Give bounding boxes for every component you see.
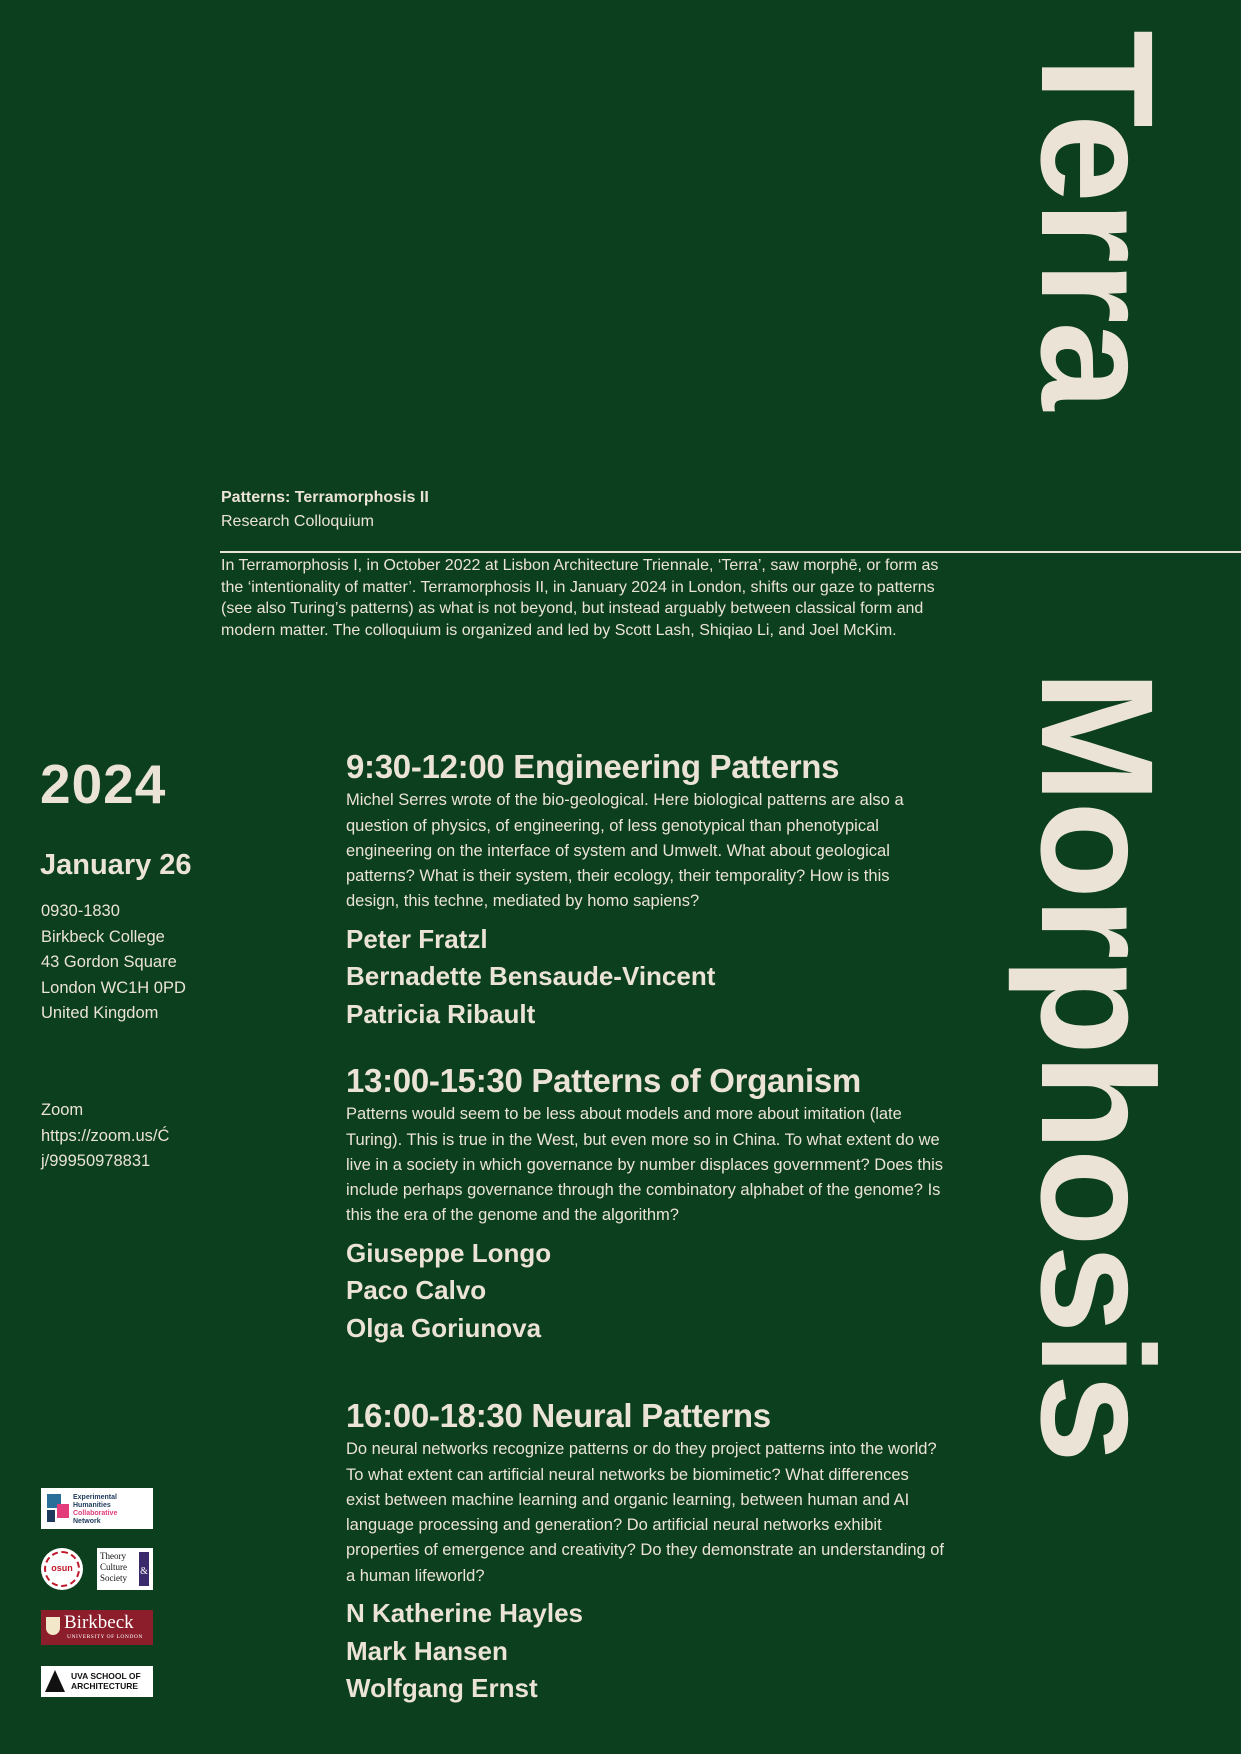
birkbeck-logo-text: Birkbeck [64, 1612, 134, 1633]
speaker-name: Paco Calvo [346, 1275, 487, 1306]
speaker-name: Olga Goriunova [346, 1312, 542, 1343]
speaker-list [346, 1595, 946, 1708]
zoom-info [41, 1098, 191, 1175]
ehc-logo-text: Experimental Humanities Collaborative Network [73, 1494, 118, 1525]
speaker-name: N Katherine Hayles [346, 1598, 583, 1629]
divider-rule [220, 551, 1241, 553]
uva-logo [41, 1666, 153, 1697]
title-morphosis: Morphosis [1008, 670, 1187, 1461]
osun-logo [41, 1548, 83, 1590]
speaker-name: Patricia Ribault [346, 998, 536, 1029]
ehc-square-icon [57, 1504, 69, 1518]
session-neural-patterns [346, 1398, 946, 1708]
uva-mark-icon [45, 1670, 65, 1692]
session-heading: 16:00-18:30 Neural Patterns [346, 1397, 771, 1434]
birkbeck-crest-icon [46, 1617, 60, 1635]
session-heading: 9:30-12:00 Engineering Patterns [346, 748, 840, 785]
event-year: 2024 [40, 753, 167, 815]
session-description: Michel Serres wrote of the bio-geological. Here biological patterns are also a question of physics, of engineering, of less genotypical than phenotypical engineering on the interface of system and Umwelt. What about geological patterns? What is their system, their ecology, their temporality? How is this design, this techne, mediated by homo sapiens? [346, 791, 904, 911]
zoom-label: Zoom [41, 1101, 84, 1119]
title-terra: Terra [1008, 30, 1187, 409]
event-address [41, 899, 186, 1027]
session-heading: 13:00-15:30 Patterns of Organism [346, 1062, 861, 1099]
session-description: Do neural networks recognize patterns or do they project patterns into the world? To what extent can artificial neural networks be biomimetic? What differences exist between machine learning and organic learning, between human and AI language processing and generation? Do artificial neural networks exhibit properties of emergence and creativity? Do they demonstrate an understanding of a human lifeworld? [346, 1440, 945, 1585]
ehc-logo [41, 1488, 153, 1529]
zoom-url-line-1[interactable]: https://zoom.us/Ć [41, 1126, 170, 1145]
osun-logo-text: osun [51, 1563, 73, 1573]
zoom-url-line-2[interactable]: j/99950978831 [41, 1152, 151, 1170]
event-city: London WC1H 0PD [41, 978, 186, 997]
speaker-list [346, 921, 946, 1034]
event-country: United Kingdom [41, 1004, 159, 1022]
session-patterns-of-organism [346, 1063, 946, 1347]
tcs-logo [97, 1548, 153, 1590]
event-date: January 26 [40, 849, 192, 881]
uva-logo-text: UVA SCHOOL OF ARCHITECTURE [71, 1671, 141, 1691]
birkbeck-logo [41, 1610, 153, 1645]
speaker-list [346, 1235, 946, 1348]
session-engineering-patterns [346, 749, 946, 1033]
speaker-name: Giuseppe Longo [346, 1237, 552, 1268]
colloquium-title: Patterns: Terramorphosis II [221, 489, 429, 506]
event-street: 43 Gordon Square [41, 953, 177, 971]
speaker-name: Peter Fratzl [346, 923, 488, 954]
event-time: 0930-1830 [41, 902, 120, 920]
ehc-square-icon [47, 1510, 55, 1522]
tcs-logo-text: Theory Culture Society [100, 1551, 127, 1583]
tcs-ampersand: & [140, 1566, 148, 1577]
birkbeck-logo-subtext: UNIVERSITY OF LONDON [67, 1634, 143, 1640]
speaker-name: Bernadette Bensaude-Vincent [346, 961, 716, 992]
event-venue: Birkbeck College [41, 927, 165, 946]
speaker-name: Wolfgang Ernst [346, 1673, 538, 1704]
intro-paragraph: In Terramorphosis I, in October 2022 at Lisbon Architecture Triennale, ‘Terra’, saw morphē, or form as the ‘intentionality of matter’. Terramorphosis II, in January 2024 in London, shifts our gaze to patterns (see also Turing’s patterns) as what is not beyond, but instead arguably between classical form and modern matter. The colloquium is organized and led by Scott Lash, Shiqiao Li, and Joel McKim. [221, 557, 939, 639]
session-description: Patterns would seem to be less about models and more about imitation (late Turing). This is true in the West, but even more so in China. To what extent do we live in a society in which governance by number displaces government? Does this include perhaps governance through the combinatory alphabet of the genome? Is this the era of the genome and the algorithm? [346, 1105, 944, 1225]
colloquium-subtitle: Research Colloquium [221, 513, 374, 530]
speaker-name: Mark Hansen [346, 1635, 508, 1666]
